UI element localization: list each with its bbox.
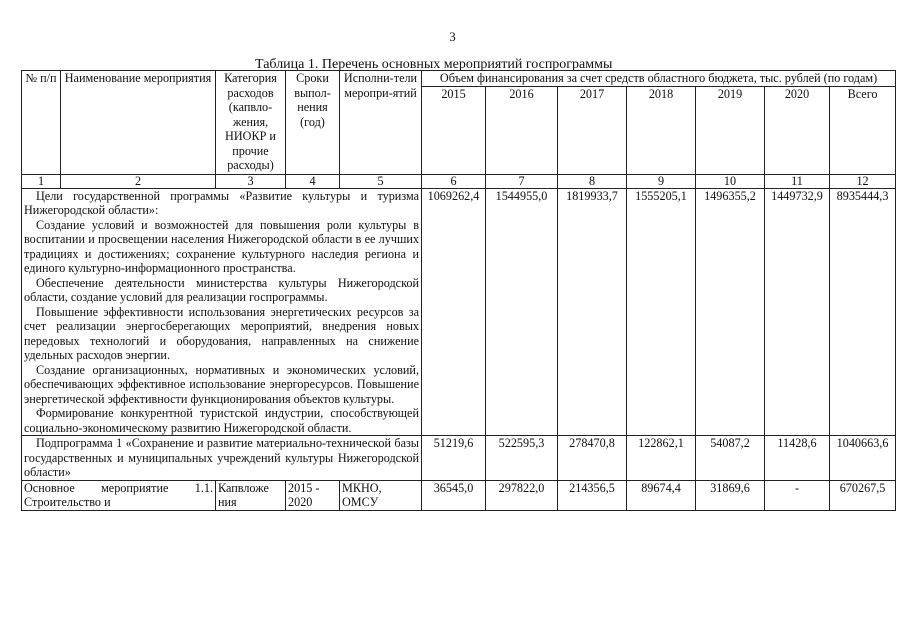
main-event-row [22,480,896,510]
goals-value-2016: 1544955,0 [486,188,558,436]
goals-row [22,188,896,436]
goals-value-2019: 1496355,2 [696,188,765,436]
main-event-value-2015: 36545,0 [422,480,486,510]
column-index: 1 [22,174,61,188]
column-index: 10 [696,174,765,188]
main-event-value-2018: 89674,4 [627,480,696,510]
header-year: 2017 [558,86,627,174]
main-event-value-2019: 31869,6 [696,480,765,510]
goals-paragraph: Цели государственной программы «Развитие культуры и туризма Нижегородской области»: [24,188,419,217]
goals-value-total: 8935444,3 [830,188,896,436]
header-number: № п/п [22,71,61,175]
goals-value-2015: 1069262,4 [422,188,486,436]
main-event-value-2017: 214356,5 [558,480,627,510]
header-year: 2015 [422,86,486,174]
main-event-name: Основное мероприятие 1.1. Строительство и [22,480,216,510]
header-total: Всего [830,86,896,174]
column-index: 7 [486,174,558,188]
goals-paragraph: Обеспечение деятельности министерства культуры Нижегородской области, создание условий для реализации госпрограммы. [24,275,419,304]
subprogram-value-total: 1040663,6 [830,436,896,481]
header-row-top [22,71,896,87]
page-number: 3 [449,29,456,44]
main-event-term: 2015 - 2020 [286,480,340,510]
main-event-category: Капвложе ния [216,480,286,510]
header-category: Категория расходов (капвло-жения, НИОКР и прочие расходы) [216,71,286,175]
main-event-value-2020: - [765,480,830,510]
main-event-executors: МКНО, ОМСУ [340,480,422,510]
header-name: Наименование мероприятия [61,71,216,175]
subprogram-value-2017: 278470,8 [558,436,627,481]
subprogram-value-2018: 122862,1 [627,436,696,481]
goals-paragraph: Формирование конкурентной туристской индустрии, способствующей социально-экономическому развитию Нижегородской области. [24,406,419,435]
column-index: 11 [765,174,830,188]
goals-value-2018: 1555205,1 [627,188,696,436]
header-year: 2019 [696,86,765,174]
column-index: 5 [340,174,422,188]
subprogram-text: Подпрограмма 1 «Сохранение и развитие материально-технической базы государственных и муниципальных учреждений культуры Нижегородской области» [24,436,419,479]
table-caption: Таблица 1. Перечень основных мероприятий госпрограммы [255,57,613,72]
header-executors: Исполни-тели меропри-ятий [340,71,422,175]
header-funding: Объем финансирования за счет средств областного бюджета, тыс. рублей (по годам) [422,71,896,87]
goals-text [22,188,422,436]
header-year: 2016 [486,86,558,174]
subprogram-value-2015: 51219,6 [422,436,486,481]
goals-value-2020: 1449732,9 [765,188,830,436]
subprogram-row [22,436,896,481]
header-year: 2018 [627,86,696,174]
main-event-value-total: 670267,5 [830,480,896,510]
column-index: 2 [61,174,216,188]
subprogram-value-2019: 54087,2 [696,436,765,481]
goals-paragraph: Повышение эффективности использования энергетических ресурсов за счет реализации энергосберегающих мероприятий, внедрения новых передовых технологий и оборудования, направленных на снижение удельных расходов энергии. [24,304,419,362]
header-year: 2020 [765,86,830,174]
column-index: 12 [830,174,896,188]
column-index: 8 [558,174,627,188]
header-term: Сроки выпол-нения (год) [286,71,340,175]
goals-paragraph: Создание организационных, нормативных и экономических условий, обеспечивающих эффективное использование энергоресурсов. Повышение энергетической эффективности функционирования объектов культуры. [24,362,419,406]
goals-paragraph: Создание условий и возможностей для повышения роли культуры в воспитании и просвещении населения Нижегородской области в ее лучших традициях и достижениях; сохранение культурного наследия региона и единого культурно-информационного пространства. [24,217,419,275]
column-index: 9 [627,174,696,188]
column-index-row [22,174,896,188]
goals-value-2017: 1819933,7 [558,188,627,436]
subprogram-value-2016: 522595,3 [486,436,558,481]
main-event-value-2016: 297822,0 [486,480,558,510]
column-index: 3 [216,174,286,188]
column-index: 6 [422,174,486,188]
subprogram-value-2020: 11428,6 [765,436,830,481]
column-index: 4 [286,174,340,188]
measures-table [21,70,896,511]
